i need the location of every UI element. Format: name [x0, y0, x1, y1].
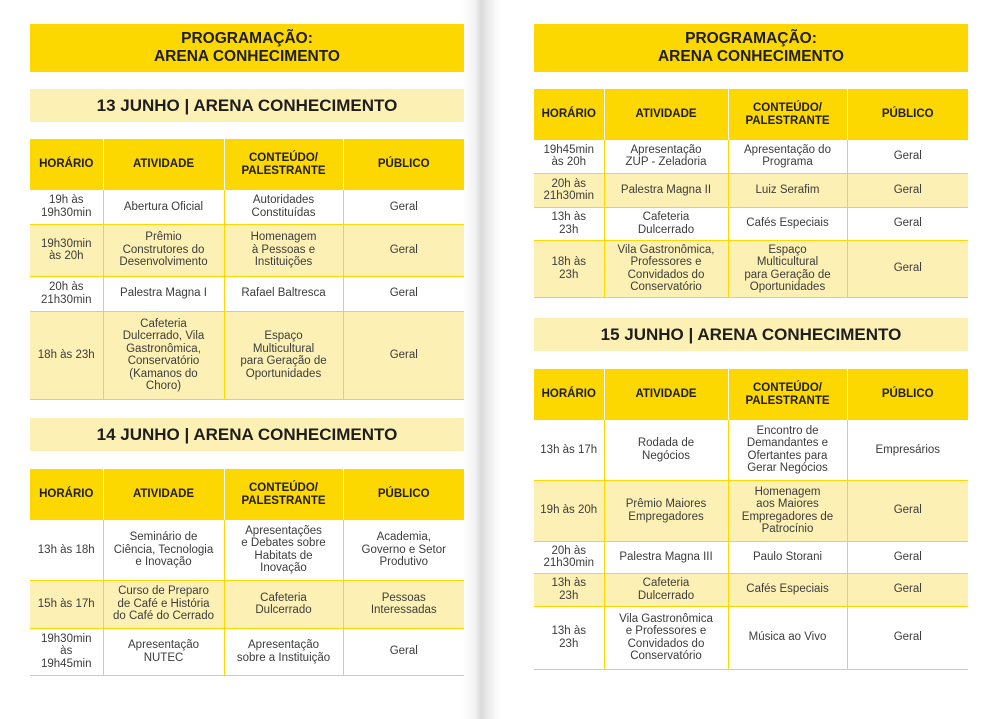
- table-row: [534, 541, 968, 573]
- cell-publico-text: Geral: [893, 583, 922, 596]
- cell-publico-text: Geral: [389, 287, 418, 300]
- column-header-conteudo-text: CONTEÚDO/ PALESTRANTE: [745, 382, 830, 407]
- cell-conteudo-text: Homenagem à Pessoas e Instituições: [250, 231, 317, 269]
- table-row: [534, 606, 968, 669]
- column-header-publico: PÚBLICO: [343, 469, 464, 520]
- cell-publico: [343, 276, 464, 311]
- cell-atividade-text: Rodada de Negócios: [637, 437, 695, 462]
- cell-conteudo: [728, 173, 847, 207]
- cell-horario: [534, 140, 604, 173]
- cell-horario-text: 19h30min às 19h45min: [40, 632, 92, 670]
- table-row: [534, 173, 968, 207]
- cell-atividade-text: Apresentação NUTEC: [128, 639, 199, 664]
- cell-atividade: [103, 190, 224, 224]
- column-header-conteudo: [728, 369, 847, 420]
- cell-atividade: [604, 420, 728, 480]
- cell-publico-text: Geral: [389, 645, 418, 658]
- column-header-publico: PÚBLICO: [343, 139, 464, 190]
- cell-publico-text: Geral: [893, 183, 922, 196]
- cell-atividade: [103, 520, 224, 580]
- cell-conteudo: [728, 573, 847, 606]
- cell-atividade: [604, 480, 728, 541]
- cell-publico: [847, 240, 968, 297]
- cell-publico: [847, 541, 968, 573]
- cell-conteudo-text: Cafés Especiais: [746, 217, 829, 230]
- cell-conteudo-text: Apresentação do Programa: [744, 143, 831, 169]
- column-header-conteudo: [224, 469, 343, 520]
- cell-horario: [534, 606, 604, 669]
- cell-publico-text: Geral: [389, 243, 418, 256]
- cell-horario: [534, 173, 604, 207]
- cell-atividade-text: Cafeteria Dulcerrado: [637, 211, 695, 236]
- cell-atividade: [604, 606, 728, 669]
- cell-horario: [30, 628, 103, 675]
- schedule-table-14-junho-cont: [534, 89, 968, 298]
- cell-atividade-text: Cafeteria Dulcerrado: [637, 577, 695, 602]
- cell-conteudo: [224, 190, 343, 224]
- cell-horario-text: 13h às 23h: [551, 211, 587, 236]
- cell-conteudo: [224, 580, 343, 628]
- cell-horario-text: 20h às 21h30min: [543, 544, 594, 569]
- cell-publico-text: Geral: [389, 200, 418, 213]
- cell-horario: [534, 240, 604, 297]
- cell-publico-text: Geral: [893, 262, 922, 275]
- program-title-line1: PROGRAMAÇÃO:: [685, 30, 817, 47]
- cell-publico: [847, 207, 968, 240]
- cell-conteudo: [224, 520, 343, 580]
- cell-conteudo-text: Rafael Baltresca: [241, 287, 326, 300]
- cell-horario-text: 13h às 18h: [37, 543, 95, 556]
- cell-horario: [534, 480, 604, 541]
- cell-publico: [847, 573, 968, 606]
- column-header-conteudo-text: CONTEÚDO/ PALESTRANTE: [241, 152, 326, 177]
- cell-horario: [30, 276, 103, 311]
- schedule-table-14-junho: [30, 469, 464, 676]
- table-row: [534, 420, 968, 480]
- cell-conteudo: [224, 224, 343, 276]
- program-title-banner: [534, 24, 968, 72]
- column-header-conteudo-text: CONTEÚDO/ PALESTRANTE: [241, 482, 326, 507]
- cell-atividade-text: Seminário de Ciência, Tecnologia e Inovação: [113, 531, 214, 568]
- cell-publico-text: Empresários: [875, 443, 941, 456]
- day-header-15-junho: 15 JUNHO | ARENA CONHECIMENTO: [534, 318, 968, 351]
- cell-atividade: [604, 573, 728, 606]
- cell-atividade-text: Palestra Magna I: [120, 287, 207, 300]
- cell-conteudo-text: Cafés Especiais: [746, 583, 829, 596]
- cell-publico-text: Geral: [389, 348, 418, 361]
- table-row: [30, 190, 464, 224]
- cell-atividade: [604, 140, 728, 173]
- program-title-line1: PROGRAMAÇÃO:: [181, 30, 313, 47]
- column-header-atividade: ATIVIDADE: [103, 469, 224, 520]
- cell-horario-text: 19h45min às 20h: [543, 143, 594, 169]
- cell-atividade-text: Curso de Preparo de Café e História do Café do Cerrado: [112, 585, 214, 623]
- cell-atividade: [103, 276, 224, 311]
- cell-atividade: [604, 207, 728, 240]
- program-title-line2: ARENA CONHECIMENTO: [657, 48, 844, 65]
- cell-conteudo: [728, 240, 847, 297]
- cell-conteudo-text: Encontro de Demandantes e Ofertantes para Gerar Negócios: [746, 424, 829, 475]
- cell-atividade: [103, 311, 224, 399]
- cell-publico-text: Pessoas Interessadas: [370, 591, 437, 616]
- cell-conteudo: [728, 541, 847, 573]
- cell-horario-text: 19h às 20h: [540, 504, 598, 517]
- table-row: [534, 240, 968, 297]
- program-title-line2: ARENA CONHECIMENTO: [153, 48, 340, 65]
- cell-conteudo: [224, 276, 343, 311]
- column-header-conteudo: [224, 139, 343, 190]
- cell-horario: [30, 311, 103, 399]
- cell-conteudo: [224, 628, 343, 675]
- schedule-table-15-junho: [534, 369, 968, 670]
- column-header-atividade: ATIVIDADE: [604, 369, 728, 420]
- cell-publico: [847, 480, 968, 541]
- cell-atividade-text: Palestra Magna II: [620, 183, 712, 196]
- cell-horario-text: 20h às 21h30min: [40, 281, 92, 306]
- cell-publico: [343, 580, 464, 628]
- table-row: [534, 140, 968, 173]
- cell-publico: [847, 140, 968, 173]
- cell-conteudo-text: Autoridades Constituídas: [251, 194, 316, 219]
- column-header-horario: HORÁRIO: [30, 139, 103, 190]
- cell-horario: [534, 420, 604, 480]
- column-header-publico: PÚBLICO: [847, 89, 968, 140]
- cell-atividade-text: Abertura Oficial: [123, 200, 204, 213]
- cell-conteudo-text: Apresentações e Debates sobre Habitats de Inovação: [241, 524, 326, 575]
- cell-publico: [343, 311, 464, 399]
- cell-atividade: [103, 224, 224, 276]
- table-row: [30, 276, 464, 311]
- cell-conteudo-text: Homenagem aos Maiores Empregadores de Patrocínio: [741, 485, 834, 535]
- cell-atividade: [604, 240, 728, 297]
- cell-atividade: [604, 173, 728, 207]
- column-header-publico: PÚBLICO: [847, 369, 968, 420]
- cell-conteudo: [728, 140, 847, 173]
- cell-conteudo-text: Luiz Serafim: [755, 183, 820, 196]
- cell-conteudo-text: Cafeteria Dulcerrado: [255, 591, 312, 616]
- cell-conteudo-text: Espaço Multicultural para Geração de Oportunidades: [744, 243, 831, 293]
- cell-horario-text: 13h às 23h: [551, 625, 587, 650]
- cell-horario-text: 18h às 23h: [551, 256, 587, 281]
- cell-horario-text: 19h30min às 20h: [40, 237, 92, 262]
- table-row: [534, 573, 968, 606]
- cell-publico: [343, 190, 464, 224]
- table-row: [534, 480, 968, 541]
- table-row: [30, 628, 464, 675]
- cell-horario-text: 13h às 17h: [540, 443, 598, 456]
- cell-conteudo-text: Espaço Multicultural para Geração de Oportunidades: [240, 330, 327, 380]
- cell-conteudo: [728, 420, 847, 480]
- cell-conteudo: [728, 480, 847, 541]
- cell-horario-text: 15h às 17h: [37, 597, 95, 610]
- column-header-conteudo: [728, 89, 847, 140]
- day-header-13-junho: 13 JUNHO | ARENA CONHECIMENTO: [30, 89, 464, 122]
- cell-horario: [30, 520, 103, 580]
- column-header-atividade: ATIVIDADE: [604, 89, 728, 140]
- cell-conteudo-text: Paulo Storani: [752, 550, 823, 563]
- cell-horario: [30, 224, 103, 276]
- cell-atividade-text: Vila Gastronômica, Professores e Convidados do Conservatório: [617, 243, 715, 293]
- cell-conteudo: [728, 207, 847, 240]
- column-header-conteudo-text: CONTEÚDO/ PALESTRANTE: [745, 102, 830, 127]
- cell-atividade: [103, 580, 224, 628]
- cell-publico-text: Geral: [893, 150, 922, 162]
- cell-atividade: [103, 628, 224, 675]
- page-gutter: [462, 0, 500, 719]
- cell-atividade-text: Vila Gastronômica e Professores e Convidados do Conservatório: [619, 612, 713, 662]
- cell-conteudo-text: Música ao Vivo: [748, 631, 827, 644]
- cell-horario: [534, 207, 604, 240]
- cell-publico: [343, 224, 464, 276]
- cell-horario-text: 20h às 21h30min: [543, 177, 594, 202]
- day-header-14-junho: 14 JUNHO | ARENA CONHECIMENTO: [30, 418, 464, 451]
- cell-atividade-text: Prêmio Construtores do Desenvolvimento: [119, 231, 208, 269]
- cell-horario: [30, 580, 103, 628]
- cell-horario-text: 13h às 23h: [551, 577, 587, 602]
- cell-publico: [343, 520, 464, 580]
- cell-horario: [534, 541, 604, 573]
- cell-horario-text: 18h às 23h: [37, 348, 95, 361]
- cell-atividade-text: Cafeteria Dulcerrado, Vila Gastronômica, Conservatório (Kamanos do Choro): [122, 317, 205, 392]
- column-header-horario: HORÁRIO: [30, 469, 103, 520]
- cell-horario-text: 19h às 19h30min: [40, 194, 92, 219]
- column-header-atividade: ATIVIDADE: [103, 139, 224, 190]
- cell-publico-text: Geral: [893, 217, 922, 230]
- cell-publico-text: Geral: [893, 550, 922, 563]
- table-row: [30, 311, 464, 399]
- cell-publico-text: Academia, Governo e Setor Produtivo: [361, 531, 446, 568]
- table-row: [30, 580, 464, 628]
- cell-publico-text: Geral: [893, 631, 922, 644]
- cell-atividade: [604, 541, 728, 573]
- cell-publico: [847, 606, 968, 669]
- table-row: [534, 207, 968, 240]
- cell-publico: [343, 628, 464, 675]
- column-header-horario: HORÁRIO: [534, 89, 604, 140]
- cell-horario: [534, 573, 604, 606]
- cell-conteudo: [224, 311, 343, 399]
- cell-atividade-text: Prêmio Maiores Empregadores: [625, 498, 707, 523]
- cell-atividade-text: Palestra Magna III: [619, 550, 713, 563]
- table-row: [30, 224, 464, 276]
- column-header-horario: HORÁRIO: [534, 369, 604, 420]
- cell-conteudo-text: Apresentação sobre a Instituição: [236, 639, 331, 664]
- cell-conteudo: [728, 606, 847, 669]
- cell-atividade-text: Apresentação ZUP - Zeladoria: [625, 143, 707, 169]
- table-row: [30, 520, 464, 580]
- cell-publico: [847, 173, 968, 207]
- cell-publico: [847, 420, 968, 480]
- cell-horario: [30, 190, 103, 224]
- cell-publico-text: Geral: [893, 504, 922, 517]
- program-title-banner: [30, 24, 464, 72]
- schedule-table-13-junho: [30, 139, 464, 400]
